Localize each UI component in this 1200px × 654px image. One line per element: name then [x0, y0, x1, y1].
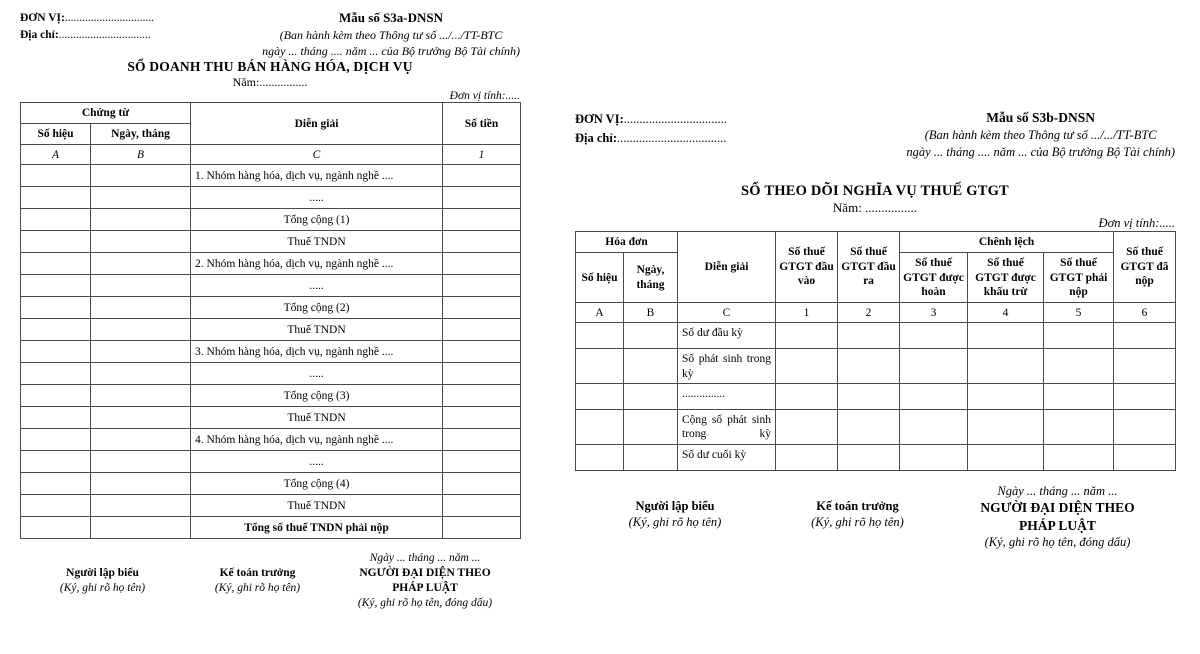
header-dien-giai: Diễn giải [191, 103, 443, 145]
cell-gtgt-dau-vao[interactable] [776, 410, 838, 445]
header-chung-tu: Chứng từ [21, 103, 191, 124]
address-label: Địa chỉ: [575, 130, 618, 145]
table-row [21, 341, 521, 363]
cell-so-hieu[interactable] [21, 517, 91, 539]
table-row [21, 495, 521, 517]
cell-ngay-thang[interactable] [91, 495, 191, 517]
header-so-hieu: Số hiệu [576, 253, 624, 303]
cell-gtgt-duoc-khau-tru[interactable] [968, 349, 1044, 384]
cell-dien-giai: 2. Nhóm hàng hóa, dịch vụ, ngành nghề .... [191, 253, 443, 275]
letter-1: 1 [443, 145, 521, 165]
cell-ngay-thang[interactable] [91, 385, 191, 407]
form-code-line-2: ngày ... tháng .... năm ... của Bộ trưởng Bộ Tài chính) [906, 144, 1175, 159]
cell-gtgt-duoc-khau-tru[interactable] [968, 323, 1044, 349]
cell-so-hieu[interactable] [21, 451, 91, 473]
table-column-letters-row [576, 303, 1176, 323]
cell-ngay-thang[interactable] [91, 231, 191, 253]
cell-dien-giai: Số dư đầu kỳ [678, 323, 776, 349]
header-gtgt-phai-nop: Số thuế GTGT phải nộp [1044, 253, 1114, 303]
legal-rep-note: (Ký, ghi rõ họ tên, đóng dấu) [984, 535, 1131, 550]
table-row [576, 323, 1176, 349]
company-label: ĐƠN VỊ: [575, 112, 624, 126]
signature-date-line: Ngày ... tháng ... năm ... [369, 552, 481, 565]
cell-gtgt-dau-vao[interactable] [776, 349, 838, 384]
form-code-line-1: (Ban hành kèm theo Thông tư số .../.../TT-BTC [279, 28, 503, 42]
letter-a: A [576, 303, 624, 323]
cell-dien-giai: Tổng cộng (4) [191, 473, 443, 495]
cell-gtgt-duoc-hoan[interactable] [900, 384, 968, 410]
header-hoa-don: Hóa đơn [576, 231, 678, 252]
year-field: Năm:................ [232, 75, 308, 90]
cell-so-tien[interactable] [443, 363, 521, 385]
unit-info-block [575, 110, 727, 148]
revenue-ledger-table [20, 102, 521, 539]
letter-4: 4 [968, 303, 1044, 323]
cell-ngay-thang[interactable] [91, 429, 191, 451]
cell-so-tien[interactable] [443, 429, 521, 451]
letter-3: 3 [900, 303, 968, 323]
cell-so-tien[interactable] [443, 187, 521, 209]
cell-so-tien[interactable] [443, 253, 521, 275]
cell-gtgt-duoc-khau-tru[interactable] [968, 444, 1044, 470]
letter-c: C [191, 145, 443, 165]
header-chenh-lech: Chênh lệch [900, 231, 1114, 252]
signature-block [20, 551, 520, 611]
preparer-note: (Ký, ghi rõ họ tên) [59, 582, 146, 595]
cell-so-tien[interactable] [443, 385, 521, 407]
form-s3a-dnsn [20, 10, 520, 611]
cell-ngay-thang[interactable] [91, 341, 191, 363]
form-header [20, 10, 520, 59]
cell-ngay-thang[interactable] [624, 323, 678, 349]
cell-ngay-thang[interactable] [91, 209, 191, 231]
form-code-block [906, 110, 1175, 161]
cell-dien-giai: Số dư cuối kỳ [678, 444, 776, 470]
cell-gtgt-dau-ra[interactable] [838, 349, 900, 384]
cell-so-hieu[interactable] [21, 473, 91, 495]
vat-obligation-body [576, 323, 1176, 471]
cell-gtgt-dau-ra[interactable] [838, 323, 900, 349]
cell-gtgt-phai-nop[interactable] [1044, 384, 1114, 410]
cell-so-hieu[interactable] [21, 275, 91, 297]
cell-ngay-thang[interactable] [91, 165, 191, 187]
table-row [21, 451, 521, 473]
cell-dien-giai: Số phát sinh trong kỳ [678, 349, 776, 384]
form-code-title: Mẫu số S3a-DNSN [339, 10, 444, 25]
cell-so-hieu[interactable] [21, 495, 91, 517]
cell-dien-giai: Thuế TNDN [191, 231, 443, 253]
cell-so-hieu[interactable] [21, 253, 91, 275]
cell-gtgt-phai-nop[interactable] [1044, 349, 1114, 384]
cell-gtgt-phai-nop[interactable] [1044, 410, 1114, 445]
letter-5: 5 [1044, 303, 1114, 323]
letter-1: 1 [776, 303, 838, 323]
cell-ngay-thang[interactable] [91, 297, 191, 319]
company-line [20, 10, 154, 27]
table-row [21, 407, 521, 429]
header-so-hieu: Số hiệu [21, 124, 91, 145]
vat-obligation-table [575, 231, 1176, 471]
cell-gtgt-phai-nop[interactable] [1044, 444, 1114, 470]
header-ngay-thang: Ngày, tháng [91, 124, 191, 145]
address-dots: ................................ [58, 28, 151, 41]
cell-ngay-thang[interactable] [91, 407, 191, 429]
cell-dien-giai: Tổng cộng (1) [191, 209, 443, 231]
cell-dien-giai: Tổng số thuế TNDN phải nộp [191, 517, 443, 539]
table-row [21, 363, 521, 385]
cell-so-hieu[interactable] [21, 341, 91, 363]
legal-rep-role-line2: PHÁP LUẬT [1019, 517, 1096, 533]
cell-gtgt-dau-vao[interactable] [776, 384, 838, 410]
unit-of-measure: Đơn vị tính:..... [1098, 215, 1175, 230]
cell-gtgt-duoc-hoan[interactable] [900, 444, 968, 470]
chief-accountant-role: Kế toán trưởng [816, 498, 899, 513]
cell-gtgt-da-nop[interactable] [1114, 444, 1176, 470]
cell-ngay-thang[interactable] [91, 275, 191, 297]
cell-so-tien[interactable] [443, 517, 521, 539]
cell-so-tien[interactable] [443, 451, 521, 473]
cell-dien-giai: ..... [191, 451, 443, 473]
cell-so-tien[interactable] [443, 231, 521, 253]
form-code-title: Mẫu số S3b-DNSN [986, 110, 1096, 125]
cell-so-tien[interactable] [443, 275, 521, 297]
unit-of-measure: Đơn vị tính:..... [449, 90, 520, 103]
cell-gtgt-dau-vao[interactable] [776, 444, 838, 470]
header-gtgt-da-nop: Số thuế GTGT đã nộp [1114, 231, 1176, 303]
cell-dien-giai: ..... [191, 275, 443, 297]
table-row [21, 385, 521, 407]
cell-so-hieu[interactable] [576, 444, 624, 470]
company-label: ĐƠN VỊ: [20, 12, 65, 24]
cell-dien-giai: Cộng số phát sinh trong kỳ [678, 410, 776, 445]
cell-ngay-thang[interactable] [91, 451, 191, 473]
cell-so-hieu[interactable] [21, 231, 91, 253]
address-line [575, 129, 727, 148]
signature-block [575, 483, 1175, 551]
form-code-line-2: ngày ... tháng .... năm ... của Bộ trưởng Bộ Tài chính) [262, 44, 520, 59]
cell-so-tien[interactable] [443, 407, 521, 429]
cell-so-hieu[interactable] [576, 384, 624, 410]
cell-dien-giai: Thuế TNDN [191, 495, 443, 517]
cell-dien-giai: ............... [678, 384, 776, 410]
cell-so-tien[interactable] [443, 209, 521, 231]
cell-so-hieu[interactable] [21, 165, 91, 187]
cell-so-hieu[interactable] [21, 187, 91, 209]
letter-b: B [624, 303, 678, 323]
cell-so-hieu[interactable] [21, 319, 91, 341]
letter-6: 6 [1114, 303, 1176, 323]
table-row [21, 429, 521, 451]
cell-dien-giai: Thuế TNDN [191, 319, 443, 341]
header-so-tien: Số tiền [443, 103, 521, 145]
letter-2: 2 [838, 303, 900, 323]
table-row [21, 187, 521, 209]
cell-so-hieu[interactable] [21, 363, 91, 385]
cell-ngay-thang[interactable] [624, 349, 678, 384]
legal-rep-role-line2: PHÁP LUẬT [392, 582, 458, 595]
header-gtgt-dau-ra: Số thuế GTGT đầu ra [838, 231, 900, 303]
header-gtgt-duoc-khau-tru: Số thuế GTGT được khấu trừ [968, 253, 1044, 303]
unit-info-block [20, 10, 154, 43]
cell-so-tien[interactable] [443, 341, 521, 363]
cell-dien-giai: ..... [191, 187, 443, 209]
page-title: SỔ THEO DÕI NGHĨA VỤ THUẾ GTGT [741, 182, 1009, 199]
cell-gtgt-dau-ra[interactable] [838, 444, 900, 470]
cell-ngay-thang[interactable] [91, 319, 191, 341]
cell-dien-giai: 1. Nhóm hàng hóa, dịch vụ, ngành nghề .... [191, 165, 443, 187]
company-dots: ............................... [64, 12, 154, 24]
cell-gtgt-duoc-hoan[interactable] [900, 323, 968, 349]
form-code-line-1: (Ban hành kèm theo Thông tư số .../.../TT-BTC [924, 128, 1157, 142]
preparer-role: Người lập biểu [66, 567, 139, 580]
table-header-row-1 [21, 103, 521, 124]
header-gtgt-duoc-hoan: Số thuế GTGT được hoàn [900, 253, 968, 303]
preparer-role: Người lập biểu [635, 498, 715, 513]
year-field: Năm: ................ [832, 199, 918, 215]
address-dots: ................................... [617, 130, 727, 145]
letter-c: C [678, 303, 776, 323]
cell-so-hieu[interactable] [21, 209, 91, 231]
cell-gtgt-da-nop[interactable] [1114, 323, 1176, 349]
table-row [21, 319, 521, 341]
header-gtgt-dau-vao: Số thuế GTGT đầu vào [776, 231, 838, 303]
company-dots: ................................. [623, 112, 727, 126]
chief-accountant-note: (Ký, ghi rõ họ tên) [214, 582, 301, 595]
cell-so-hieu[interactable] [21, 297, 91, 319]
table-row [21, 517, 521, 539]
cell-gtgt-duoc-khau-tru[interactable] [968, 384, 1044, 410]
preparer-note: (Ký, ghi rõ họ tên) [628, 515, 722, 529]
cell-ngay-thang[interactable] [91, 473, 191, 495]
cell-so-tien[interactable] [443, 495, 521, 517]
company-line [575, 110, 727, 129]
cell-gtgt-da-nop[interactable] [1114, 410, 1176, 445]
legal-rep-role-line1: NGƯỜI ĐẠI DIỆN THEO [980, 500, 1135, 515]
cell-dien-giai: ..... [191, 363, 443, 385]
letter-b: B [91, 145, 191, 165]
cell-gtgt-duoc-hoan[interactable] [900, 410, 968, 445]
cell-so-tien[interactable] [443, 165, 521, 187]
cell-gtgt-da-nop[interactable] [1114, 349, 1176, 384]
table-row [576, 349, 1176, 384]
table-row [21, 253, 521, 275]
cell-gtgt-da-nop[interactable] [1114, 384, 1176, 410]
table-row [21, 297, 521, 319]
cell-so-hieu[interactable] [576, 349, 624, 384]
address-line [20, 27, 154, 44]
cell-dien-giai: 3. Nhóm hàng hóa, dịch vụ, ngành nghề .... [191, 341, 443, 363]
cell-gtgt-dau-ra[interactable] [838, 410, 900, 445]
cell-so-tien[interactable] [443, 297, 521, 319]
form-s3b-dnsn [575, 110, 1175, 550]
table-row [576, 384, 1176, 410]
table-row [576, 410, 1176, 445]
legal-rep-note: (Ký, ghi rõ họ tên, đóng dấu) [357, 597, 493, 610]
letter-a: A [21, 145, 91, 165]
cell-so-hieu[interactable] [21, 407, 91, 429]
table-row [576, 444, 1176, 470]
header-dien-giai: Diễn giải [678, 231, 776, 303]
signature-date-line: Ngày ... tháng ... năm ... [997, 483, 1118, 498]
table-header-row-1 [576, 231, 1176, 252]
cell-gtgt-duoc-hoan[interactable] [900, 349, 968, 384]
cell-gtgt-dau-ra[interactable] [838, 384, 900, 410]
table-row [21, 209, 521, 231]
form-header [575, 110, 1175, 161]
cell-so-hieu[interactable] [21, 385, 91, 407]
cell-ngay-thang[interactable] [624, 410, 678, 445]
cell-gtgt-dau-vao[interactable] [776, 323, 838, 349]
revenue-ledger-body [21, 165, 521, 539]
cell-ngay-thang[interactable] [91, 253, 191, 275]
form-code-block [262, 10, 520, 59]
cell-gtgt-phai-nop[interactable] [1044, 323, 1114, 349]
chief-accountant-note: (Ký, ghi rõ họ tên) [811, 515, 904, 529]
table-row [21, 165, 521, 187]
header-ngay-thang: Ngày, tháng [624, 253, 678, 303]
cell-dien-giai: Thuế TNDN [191, 407, 443, 429]
cell-ngay-thang[interactable] [91, 363, 191, 385]
cell-so-tien[interactable] [443, 319, 521, 341]
cell-dien-giai: 4. Nhóm hàng hóa, dịch vụ, ngành nghề .... [191, 429, 443, 451]
cell-ngay-thang[interactable] [624, 384, 678, 410]
page-title: SỔ DOANH THU BÁN HÀNG HÓA, DỊCH VỤ [127, 59, 413, 75]
table-row [21, 275, 521, 297]
table-column-letters-row [21, 145, 521, 165]
table-row [21, 473, 521, 495]
table-row [21, 231, 521, 253]
chief-accountant-role: Kế toán trưởng [219, 567, 296, 580]
cell-dien-giai: Tổng cộng (3) [191, 385, 443, 407]
cell-ngay-thang[interactable] [624, 444, 678, 470]
cell-so-hieu[interactable] [576, 323, 624, 349]
cell-dien-giai: Tổng cộng (2) [191, 297, 443, 319]
cell-so-hieu[interactable] [21, 429, 91, 451]
address-label: Địa chỉ: [20, 28, 59, 41]
cell-ngay-thang[interactable] [91, 187, 191, 209]
legal-rep-role-line1: NGƯỜI ĐẠI DIỆN THEO [359, 567, 491, 580]
cell-ngay-thang[interactable] [91, 517, 191, 539]
cell-so-tien[interactable] [443, 473, 521, 495]
cell-so-hieu[interactable] [576, 410, 624, 445]
cell-gtgt-duoc-khau-tru[interactable] [968, 410, 1044, 445]
